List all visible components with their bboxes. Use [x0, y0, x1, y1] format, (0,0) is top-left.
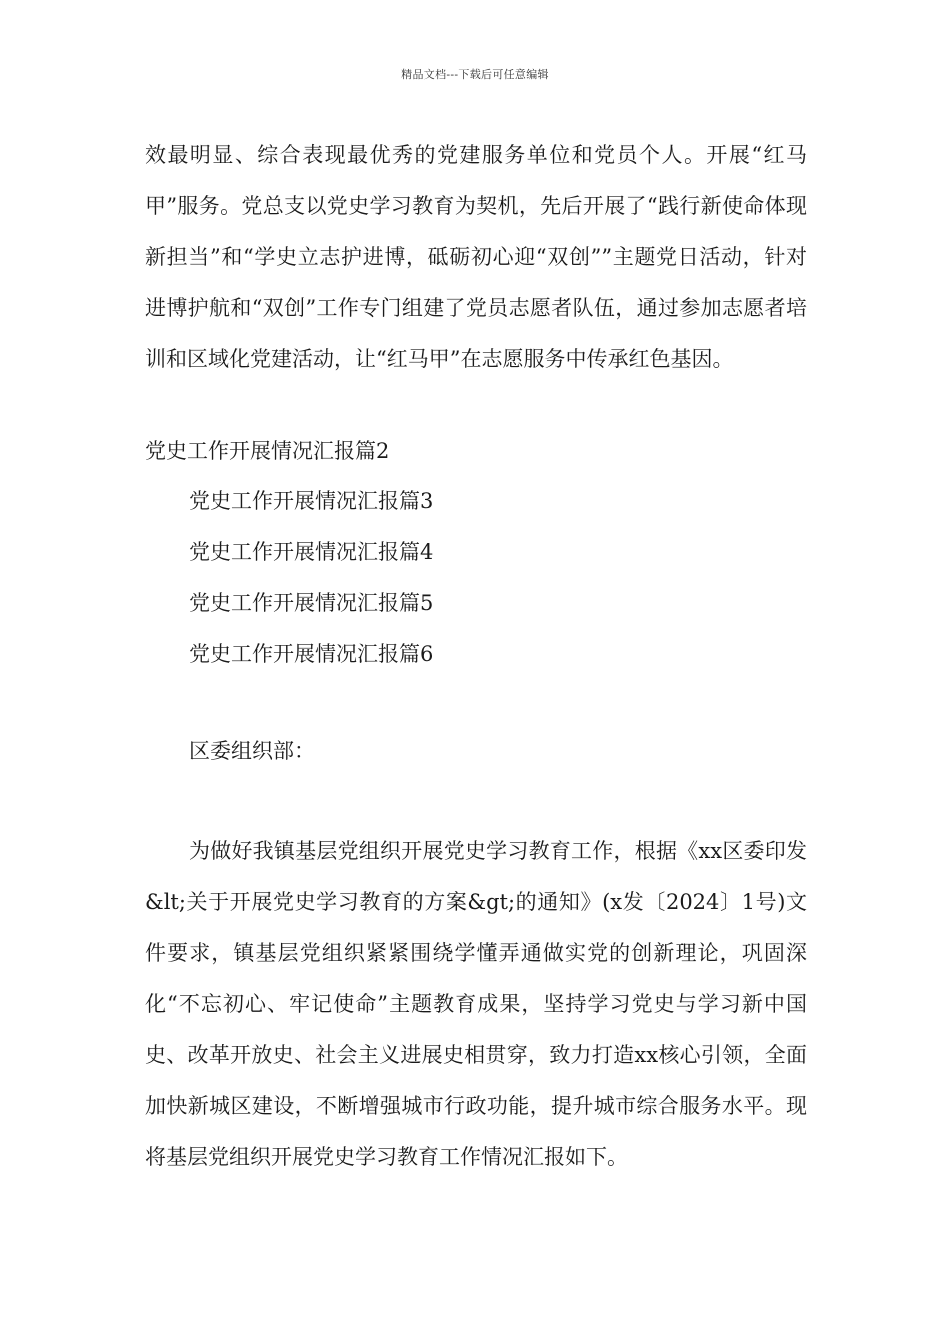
section-list-item: 党史工作开展情况汇报篇4	[189, 540, 434, 564]
page-header: 精品文档---下载后可任意编辑	[401, 68, 549, 81]
section-heading: 党史工作开展情况汇报篇2	[145, 439, 390, 463]
body-paragraph: 为做好我镇基层党组织开展党史学习教育工作，根据《xx区委印发&lt;关于开展党史学习教育的方案&gt;的通知》(x发〔2024〕1号)文件要求，镇基层党组织紧紧围绕学懂弄通做实党的创新理论，巩固深化“不忘初心、牢记使命”主题教育成果，坚持学习党史与学习新中国史、改革开放史、社会主义进展史相贯穿，致力打造xx核心引领，全面加快新城区建设，不断增强城市行政功能，提升城市综合服务水平。现将基层党组织开展党史学习教育工作情况汇报如下。	[145, 839, 807, 1169]
section-list	[189, 476, 433, 680]
section-list-item: 党史工作开展情况汇报篇5	[189, 591, 434, 615]
salutation: 区委组织部：	[189, 739, 315, 763]
section-list-item: 党史工作开展情况汇报篇3	[189, 489, 434, 513]
section-list-item: 党史工作开展情况汇报篇6	[189, 642, 434, 666]
body-paragraph: 效最明显、综合表现最优秀的党建服务单位和党员个人。开展“红马甲”服务。党总支以党史学习教育为契机，先后开展了“践行新使命体现新担当”和“学史立志护进博，砥砺初心迎“双创””主题党日活动，针对进博护航和“双创”工作专门组建了党员志愿者队伍，通过参加志愿者培训和区域化党建活动，让“红马甲”在志愿服务中传承红色基因。	[145, 143, 807, 371]
